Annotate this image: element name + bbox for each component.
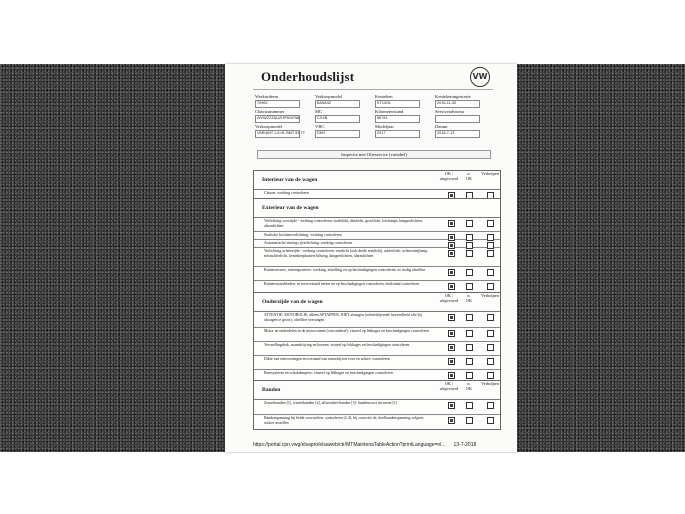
vehicle-info-grid bbox=[255, 94, 495, 139]
section-title: Banden bbox=[262, 387, 281, 393]
col-header-verholpen: Verholpen bbox=[481, 293, 499, 298]
item-text: Motor en onderdelen in de motorruimte (van onderaf): visueel op lekkages en beschadigingen controleren bbox=[264, 329, 429, 333]
verholpen-checkbox[interactable] bbox=[487, 220, 494, 227]
ok-checkbox[interactable] bbox=[448, 402, 455, 409]
ok-checkbox[interactable] bbox=[448, 269, 455, 276]
info-row bbox=[255, 109, 495, 123]
section-header bbox=[254, 293, 500, 312]
item-text: Remsysteem en schokdempers: visueel op lekkages en beschadigingen controleren bbox=[264, 371, 393, 375]
col-header-nok: n. OK bbox=[465, 381, 473, 391]
col-header-verholpen: Verholpen bbox=[481, 381, 499, 386]
section-title: Onderzijde van de wagen bbox=[262, 299, 323, 305]
ok-checkbox[interactable] bbox=[448, 330, 455, 337]
field-label: Kenteken bbox=[375, 94, 393, 99]
field-value bbox=[435, 115, 480, 123]
item-text: Ruitenwisserbladen: in servicestand zetten en op beschadigingen controleren, eindstand controleren bbox=[264, 282, 420, 286]
nok-checkbox[interactable] bbox=[466, 372, 473, 379]
field-label: Kilometerstand bbox=[375, 109, 404, 114]
field-label: Serviceadviseur bbox=[435, 109, 465, 114]
field-label: Verkoopmodel bbox=[255, 124, 283, 129]
verholpen-checkbox[interactable] bbox=[487, 250, 494, 257]
field-value: BA5A4Z bbox=[315, 100, 360, 108]
field-label: Datum bbox=[435, 124, 448, 129]
verholpen-checkbox[interactable] bbox=[487, 358, 494, 365]
info-row bbox=[255, 94, 495, 108]
col-header-ok: OK / uitgevoerd bbox=[439, 381, 459, 391]
section-header bbox=[254, 171, 500, 190]
item-text: Claxon: werking controleren bbox=[264, 191, 309, 195]
field-value: 56781 bbox=[375, 115, 420, 123]
item-text: Statische bochtenverlichting: werking controleren bbox=[264, 233, 342, 237]
checklist-item bbox=[254, 328, 500, 342]
checklist-item bbox=[254, 218, 500, 232]
ok-checkbox[interactable] bbox=[448, 220, 455, 227]
checklist-item bbox=[254, 356, 500, 370]
info-row bbox=[255, 124, 495, 138]
field-value: 2016-11-30 bbox=[435, 100, 480, 108]
field-value: CXXB bbox=[315, 115, 360, 123]
item-text: Verlichting voorzijde - werking controleren: stadslicht, dimlicht, grootlicht, lotsfamps, knipperlichten, alarmlichten bbox=[264, 219, 423, 228]
nok-checkbox[interactable] bbox=[466, 417, 473, 424]
verholpen-checkbox[interactable] bbox=[487, 402, 494, 409]
field-value: DMY bbox=[315, 130, 360, 138]
field-label: Modeljaar bbox=[375, 124, 394, 129]
section-interieur bbox=[253, 170, 501, 199]
item-text: Automatische sturing rijverlichting: werking controleren bbox=[264, 241, 353, 245]
checklist-item bbox=[254, 415, 500, 429]
field-value: 2017 bbox=[375, 130, 420, 138]
ok-checkbox[interactable] bbox=[448, 314, 455, 321]
section-exterieur bbox=[253, 198, 501, 295]
ok-checkbox[interactable] bbox=[448, 250, 455, 257]
ok-checkbox[interactable] bbox=[448, 283, 455, 290]
section-header bbox=[254, 381, 500, 400]
nok-checkbox[interactable] bbox=[466, 314, 473, 321]
nok-checkbox[interactable] bbox=[466, 358, 473, 365]
ok-checkbox[interactable] bbox=[448, 372, 455, 379]
checklist-item bbox=[254, 190, 500, 198]
verholpen-checkbox[interactable] bbox=[487, 344, 494, 351]
field-value: 2018-7-13 bbox=[435, 130, 480, 138]
verholpen-checkbox[interactable] bbox=[487, 269, 494, 276]
checklist-item bbox=[254, 248, 500, 267]
footer-date: 13-7-2018 bbox=[453, 442, 477, 448]
nok-checkbox[interactable] bbox=[466, 250, 473, 257]
maintenance-sheet bbox=[225, 64, 517, 452]
field-label: Werkorderm bbox=[255, 94, 279, 99]
field-label: MC bbox=[315, 109, 323, 114]
nok-checkbox[interactable] bbox=[466, 283, 473, 290]
checklist-item bbox=[254, 342, 500, 356]
field-label: Chassisnummer bbox=[255, 109, 285, 114]
item-text: Ruitenwissers, ruitensproeiers: werking, afstelling en op beschadigingen controleren, zo nodig afstellen bbox=[264, 268, 426, 272]
field-label: VBC bbox=[315, 124, 325, 129]
checklist-item bbox=[254, 232, 500, 240]
section-title: Interieur van de wagen bbox=[262, 177, 318, 183]
nok-checkbox[interactable] bbox=[466, 330, 473, 337]
verholpen-checkbox[interactable] bbox=[487, 372, 494, 379]
verholpen-checkbox[interactable] bbox=[487, 330, 494, 337]
inspection-type: Inspectie met Olieservice (variabel) bbox=[257, 150, 491, 159]
field-value: 70962 bbox=[255, 100, 300, 108]
divider bbox=[253, 89, 493, 90]
checklist-item bbox=[254, 312, 500, 328]
item-text: Dikte van remvoeringen en toestand van remschijven voor en achter: controleren bbox=[264, 357, 390, 361]
item-text: Versnellingsbak, asaandrijving en hoezen: visueel op lekkages en beschadigingen controleren bbox=[264, 343, 410, 347]
nok-checkbox[interactable] bbox=[466, 344, 473, 351]
vw-logo-icon: VW bbox=[470, 67, 490, 87]
section-onderzijde bbox=[253, 292, 501, 384]
field-value: VARIANT 1.6 HL BMT 81 TT bbox=[255, 130, 300, 138]
checklist-item bbox=[254, 267, 500, 281]
item-text: Bandenspanning bij beide voorwielen: controleren [2.4]; bij correctie de, doelbandenspanning volgens sticker instellen bbox=[264, 416, 424, 425]
print-footer bbox=[253, 442, 476, 448]
item-text: Zomerbanden [1], winterbanden [2], allweather-banden [3]: bandensoort invoeren [1] bbox=[264, 401, 398, 405]
section-header bbox=[254, 199, 500, 218]
item-text: Verlichting achterzijde - werking controleren: remlicht (ook derde remlicht), achterlicht, achteruitrijlamp, mistachterlicht, kentekenplaatverlichting, knipperlichten, alarmlichten bbox=[264, 249, 429, 258]
field-label: Verkoopmodel bbox=[315, 94, 343, 99]
field-value: KT10GL bbox=[375, 100, 420, 108]
col-header-verholpen: Verholpen bbox=[481, 171, 499, 176]
verholpen-checkbox[interactable] bbox=[487, 417, 494, 424]
col-header-ok: OK / uitgevoerd bbox=[439, 293, 459, 303]
field-label: Kentekeningesteste bbox=[435, 94, 471, 99]
checklist-item bbox=[254, 400, 500, 415]
ok-checkbox[interactable] bbox=[448, 358, 455, 365]
verholpen-checkbox[interactable] bbox=[487, 283, 494, 290]
field-value: WVWZZZAUZHP504758 bbox=[255, 115, 300, 123]
col-header-nok: n. OK bbox=[465, 171, 473, 181]
ok-checkbox[interactable] bbox=[448, 344, 455, 351]
checklist-item bbox=[254, 240, 500, 248]
col-header-ok: OK / uitgevoerd bbox=[439, 171, 459, 181]
verholpen-checkbox[interactable] bbox=[487, 314, 494, 321]
footer-url: https://portal.cpn.vwg/elsapro/elsaweb/ctr/MTMaintenaTableAction?printLanguage=nl... bbox=[253, 442, 446, 448]
nok-checkbox[interactable] bbox=[466, 220, 473, 227]
nok-checkbox[interactable] bbox=[466, 269, 473, 276]
document-title: Onderhoudslijst bbox=[261, 69, 355, 84]
ok-checkbox[interactable] bbox=[448, 417, 455, 424]
section-banden bbox=[253, 380, 501, 430]
col-header-nok: n. OK bbox=[465, 293, 473, 303]
item-text: ATTENTIE: MOTOROLIE: alleen AFTAPPEN, NIET afzuigen (achterblijvende hoeveelheid olie bij afzuigen te groot); oliefilter vervangen bbox=[264, 313, 422, 322]
section-title: Exterieur van de wagen bbox=[262, 205, 319, 211]
nok-checkbox[interactable] bbox=[466, 402, 473, 409]
